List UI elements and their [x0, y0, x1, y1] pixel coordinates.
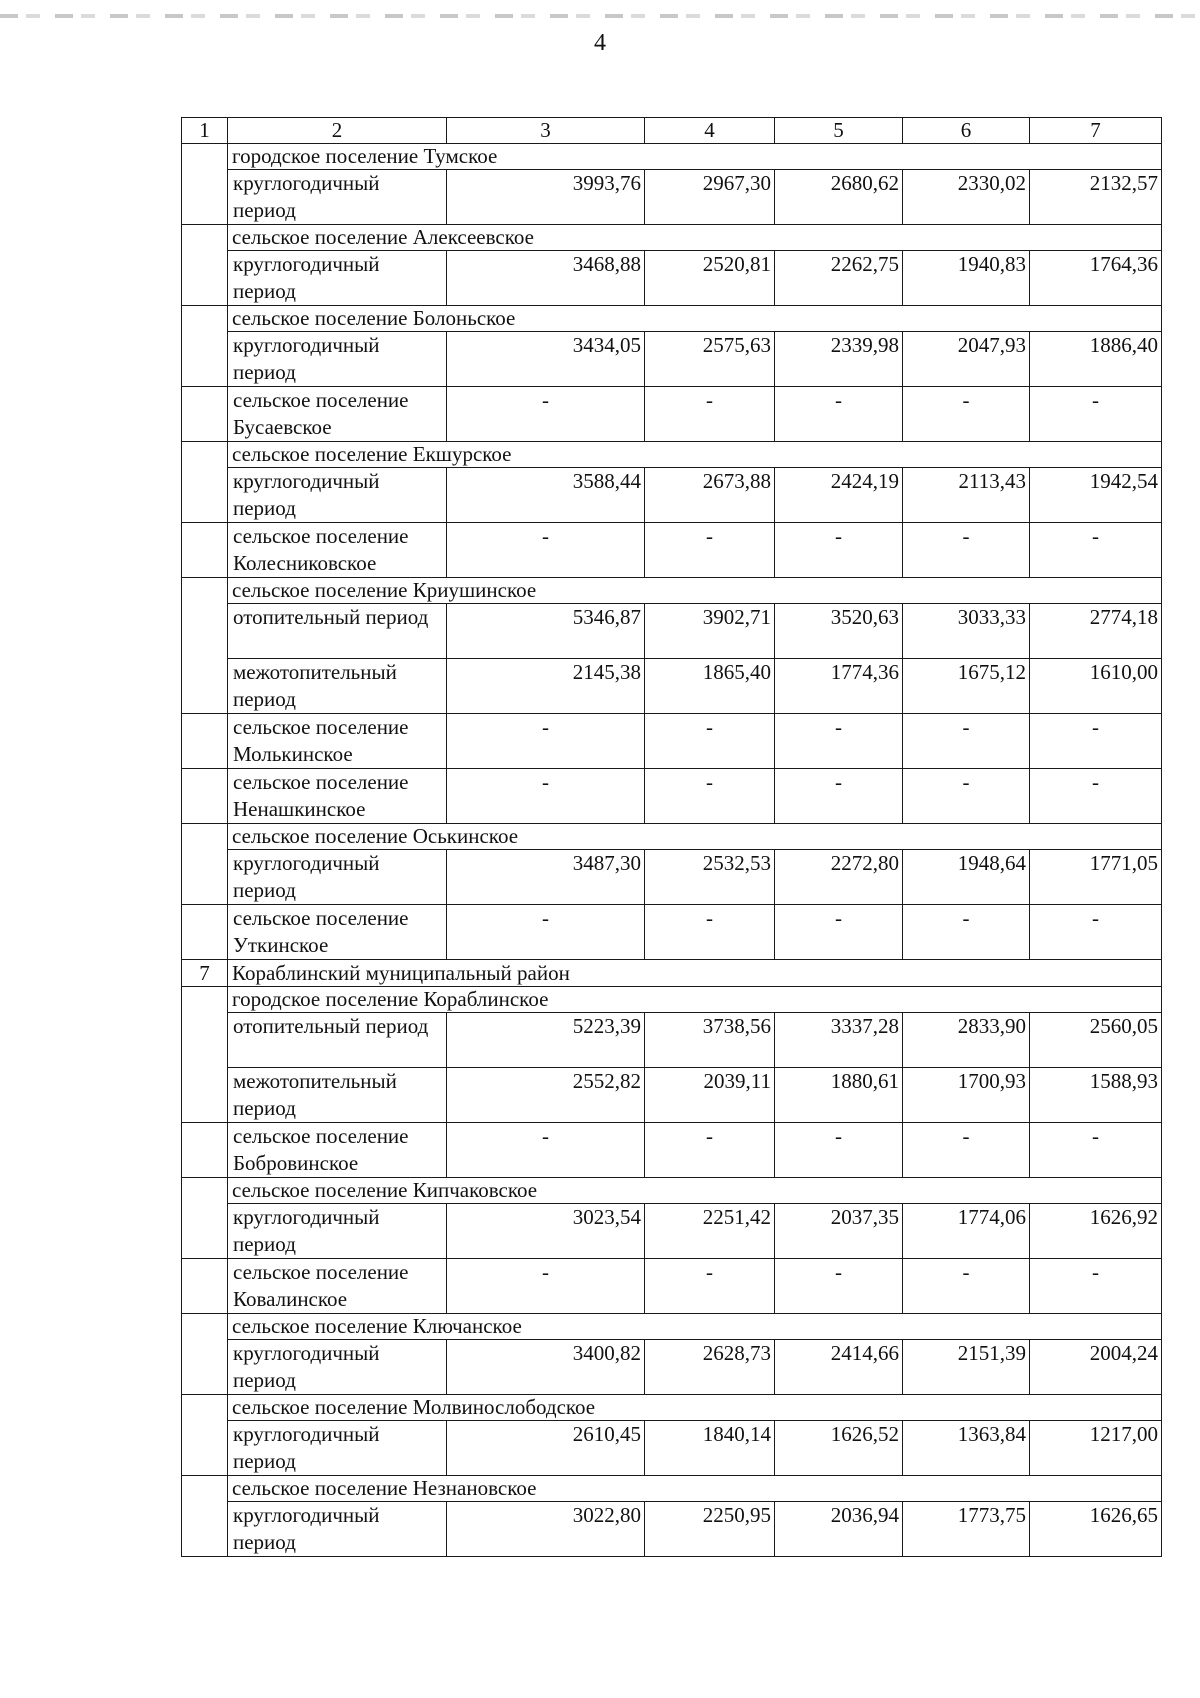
period-row [182, 170, 1162, 225]
settlement-row [182, 144, 1162, 170]
empty-value-cell: - [645, 523, 775, 578]
period-label: межотопительный период [228, 1068, 447, 1123]
value-cell: 2628,73 [645, 1340, 775, 1395]
period-row [182, 850, 1162, 905]
value-cell: 2004,24 [1030, 1340, 1162, 1395]
settlement-name: сельское поселение Ненашкинское [228, 769, 447, 824]
value-cell: 1942,54 [1030, 468, 1162, 523]
index-cell [182, 442, 228, 523]
empty-value-cell: - [645, 1259, 775, 1314]
empty-value-cell: - [903, 1123, 1030, 1178]
value-cell: 2151,39 [903, 1340, 1030, 1395]
empty-value-cell: - [447, 387, 645, 442]
index-cell [182, 1259, 228, 1314]
settlement-name: сельское поселение Бобровинское [228, 1123, 447, 1178]
period-label: отопительный период [228, 1013, 447, 1068]
value-cell: 3400,82 [447, 1340, 645, 1395]
index-cell [182, 306, 228, 387]
settlement-row [182, 578, 1162, 604]
value-cell: 1840,14 [645, 1421, 775, 1476]
settlement-name: сельское поселение Болоньское [228, 306, 1162, 332]
period-row [182, 251, 1162, 306]
value-cell: 1880,61 [775, 1068, 903, 1123]
period-row [182, 332, 1162, 387]
settlement-row [182, 1123, 1162, 1178]
empty-value-cell: - [775, 1123, 903, 1178]
value-cell: 2833,90 [903, 1013, 1030, 1068]
period-label: круглогодичный период [228, 1204, 447, 1259]
settlement-name: сельское поселение Екшурское [228, 442, 1162, 468]
header-cell: 2 [228, 118, 447, 144]
period-label: отопительный период [228, 604, 447, 659]
value-cell: 1774,36 [775, 659, 903, 714]
settlement-row [182, 306, 1162, 332]
value-cell: 2339,98 [775, 332, 903, 387]
header-cell: 5 [775, 118, 903, 144]
settlement-row [182, 905, 1162, 960]
value-cell: 2047,93 [903, 332, 1030, 387]
value-cell: 2251,42 [645, 1204, 775, 1259]
value-cell: 1865,40 [645, 659, 775, 714]
value-cell: 1773,75 [903, 1502, 1030, 1557]
value-cell: 2330,02 [903, 170, 1030, 225]
settlement-name: сельское поселение Колесниковское [228, 523, 447, 578]
value-cell: 2967,30 [645, 170, 775, 225]
period-row [182, 659, 1162, 714]
value-cell: 3033,33 [903, 604, 1030, 659]
district-name: Кораблинский муниципальный район [228, 960, 1162, 987]
period-row [182, 1204, 1162, 1259]
empty-value-cell: - [447, 905, 645, 960]
header-cell: 7 [1030, 118, 1162, 144]
value-cell: 2532,53 [645, 850, 775, 905]
value-cell: 1626,92 [1030, 1204, 1162, 1259]
empty-value-cell: - [1030, 523, 1162, 578]
empty-value-cell: - [1030, 714, 1162, 769]
empty-value-cell: - [775, 1259, 903, 1314]
period-row [182, 1502, 1162, 1557]
settlement-name: сельское поселение Ковалинское [228, 1259, 447, 1314]
value-cell: 1675,12 [903, 659, 1030, 714]
value-cell: 3023,54 [447, 1204, 645, 1259]
empty-value-cell: - [447, 769, 645, 824]
value-cell: 2132,57 [1030, 170, 1162, 225]
settlement-row [182, 987, 1162, 1013]
settlement-row [182, 714, 1162, 769]
empty-value-cell: - [1030, 1123, 1162, 1178]
index-cell [182, 1476, 228, 1557]
period-label: круглогодичный период [228, 332, 447, 387]
index-cell [182, 769, 228, 824]
index-cell [182, 1314, 228, 1395]
settlement-row [182, 1476, 1162, 1502]
empty-value-cell: - [903, 523, 1030, 578]
settlement-name: сельское поселение Ключанское [228, 1314, 1162, 1340]
settlement-row [182, 769, 1162, 824]
settlement-name: сельское поселение Оськинское [228, 824, 1162, 850]
settlement-name: сельское поселение Незнановское [228, 1476, 1162, 1502]
value-cell: 1626,65 [1030, 1502, 1162, 1557]
value-cell: 2039,11 [645, 1068, 775, 1123]
period-label: круглогодичный период [228, 468, 447, 523]
period-label: круглогодичный период [228, 1502, 447, 1557]
value-cell: 2560,05 [1030, 1013, 1162, 1068]
period-row [182, 1340, 1162, 1395]
empty-value-cell: - [447, 1123, 645, 1178]
value-cell: 1700,93 [903, 1068, 1030, 1123]
index-cell [182, 714, 228, 769]
empty-value-cell: - [1030, 387, 1162, 442]
value-cell: 5223,39 [447, 1013, 645, 1068]
period-row [182, 468, 1162, 523]
tariff-table [181, 117, 1162, 1557]
header-cell: 1 [182, 118, 228, 144]
value-cell: 2145,38 [447, 659, 645, 714]
header-cell: 4 [645, 118, 775, 144]
index-cell [182, 523, 228, 578]
value-cell: 2520,81 [645, 251, 775, 306]
value-cell: 2250,95 [645, 1502, 775, 1557]
index-cell [182, 578, 228, 714]
settlement-row [182, 442, 1162, 468]
empty-value-cell: - [1030, 1259, 1162, 1314]
settlement-name: сельское поселение Кипчаковское [228, 1178, 1162, 1204]
empty-value-cell: - [447, 523, 645, 578]
index-cell [182, 824, 228, 905]
index-cell [182, 1178, 228, 1259]
settlement-name: сельское поселение Криушинское [228, 578, 1162, 604]
value-cell: 1774,06 [903, 1204, 1030, 1259]
empty-value-cell: - [903, 769, 1030, 824]
settlement-name: городское поселение Кораблинское [228, 987, 1162, 1013]
value-cell: 2113,43 [903, 468, 1030, 523]
index-cell [182, 225, 228, 306]
empty-value-cell: - [775, 905, 903, 960]
value-cell: 1771,05 [1030, 850, 1162, 905]
value-cell: 1610,00 [1030, 659, 1162, 714]
value-cell: 5346,87 [447, 604, 645, 659]
period-label: межотопительный период [228, 659, 447, 714]
empty-value-cell: - [447, 714, 645, 769]
value-cell: 3434,05 [447, 332, 645, 387]
value-cell: 2424,19 [775, 468, 903, 523]
settlement-row [182, 1314, 1162, 1340]
settlement-row [182, 1395, 1162, 1421]
empty-value-cell: - [775, 523, 903, 578]
value-cell: 2774,18 [1030, 604, 1162, 659]
empty-value-cell: - [903, 714, 1030, 769]
period-label: круглогодичный период [228, 1340, 447, 1395]
value-cell: 2272,80 [775, 850, 903, 905]
settlement-row [182, 1178, 1162, 1204]
value-cell: 2414,66 [775, 1340, 903, 1395]
header-cell: 3 [447, 118, 645, 144]
value-cell: 1940,83 [903, 251, 1030, 306]
value-cell: 3337,28 [775, 1013, 903, 1068]
settlement-row [182, 387, 1162, 442]
empty-value-cell: - [1030, 905, 1162, 960]
value-cell: 3468,88 [447, 251, 645, 306]
settlement-name: сельское поселение Алексеевское [228, 225, 1162, 251]
settlement-name: сельское поселение Молвинослободское [228, 1395, 1162, 1421]
table-body [182, 144, 1162, 1557]
value-cell: 2610,45 [447, 1421, 645, 1476]
value-cell: 2673,88 [645, 468, 775, 523]
empty-value-cell: - [775, 714, 903, 769]
value-cell: 1886,40 [1030, 332, 1162, 387]
value-cell: 1363,84 [903, 1421, 1030, 1476]
value-cell: 3588,44 [447, 468, 645, 523]
value-cell: 1588,93 [1030, 1068, 1162, 1123]
value-cell: 2575,63 [645, 332, 775, 387]
settlement-name: сельское поселение Молькинское [228, 714, 447, 769]
empty-value-cell: - [775, 769, 903, 824]
period-label: круглогодичный период [228, 251, 447, 306]
empty-value-cell: - [645, 714, 775, 769]
value-cell: 1764,36 [1030, 251, 1162, 306]
value-cell: 1948,64 [903, 850, 1030, 905]
value-cell: 1626,52 [775, 1421, 903, 1476]
empty-value-cell: - [645, 1123, 775, 1178]
scan-edge-artifact [0, 14, 1200, 18]
index-cell [182, 987, 228, 1123]
period-label: круглогодичный период [228, 170, 447, 225]
value-cell: 3022,80 [447, 1502, 645, 1557]
value-cell: 3520,63 [775, 604, 903, 659]
empty-value-cell: - [903, 905, 1030, 960]
header-row [182, 118, 1162, 144]
settlement-name: сельское поселение Бусаевское [228, 387, 447, 442]
period-row [182, 1013, 1162, 1068]
settlement-row [182, 523, 1162, 578]
period-label: круглогодичный период [228, 1421, 447, 1476]
value-cell: 3993,76 [447, 170, 645, 225]
value-cell: 2262,75 [775, 251, 903, 306]
header-cell: 6 [903, 118, 1030, 144]
settlement-name: сельское поселение Уткинское [228, 905, 447, 960]
empty-value-cell: - [645, 387, 775, 442]
empty-value-cell: - [447, 1259, 645, 1314]
empty-value-cell: - [1030, 769, 1162, 824]
period-row [182, 1421, 1162, 1476]
value-cell: 2552,82 [447, 1068, 645, 1123]
settlement-row [182, 225, 1162, 251]
settlement-name: городское поселение Тумское [228, 144, 1162, 170]
empty-value-cell: - [645, 905, 775, 960]
index-cell [182, 387, 228, 442]
index-cell [182, 144, 228, 225]
settlement-row [182, 1259, 1162, 1314]
index-cell [182, 905, 228, 960]
period-row [182, 1068, 1162, 1123]
value-cell: 2036,94 [775, 1502, 903, 1557]
index-cell [182, 1123, 228, 1178]
period-label: круглогодичный период [228, 850, 447, 905]
period-row [182, 604, 1162, 659]
index-cell [182, 1395, 228, 1476]
value-cell: 3487,30 [447, 850, 645, 905]
value-cell: 3902,71 [645, 604, 775, 659]
empty-value-cell: - [903, 1259, 1030, 1314]
empty-value-cell: - [775, 387, 903, 442]
settlement-row [182, 824, 1162, 850]
district-row [182, 960, 1162, 987]
value-cell: 3738,56 [645, 1013, 775, 1068]
value-cell: 2037,35 [775, 1204, 903, 1259]
empty-value-cell: - [903, 387, 1030, 442]
value-cell: 2680,62 [775, 170, 903, 225]
page-number: 4 [594, 30, 606, 56]
value-cell: 1217,00 [1030, 1421, 1162, 1476]
empty-value-cell: - [645, 769, 775, 824]
district-index: 7 [182, 960, 228, 987]
